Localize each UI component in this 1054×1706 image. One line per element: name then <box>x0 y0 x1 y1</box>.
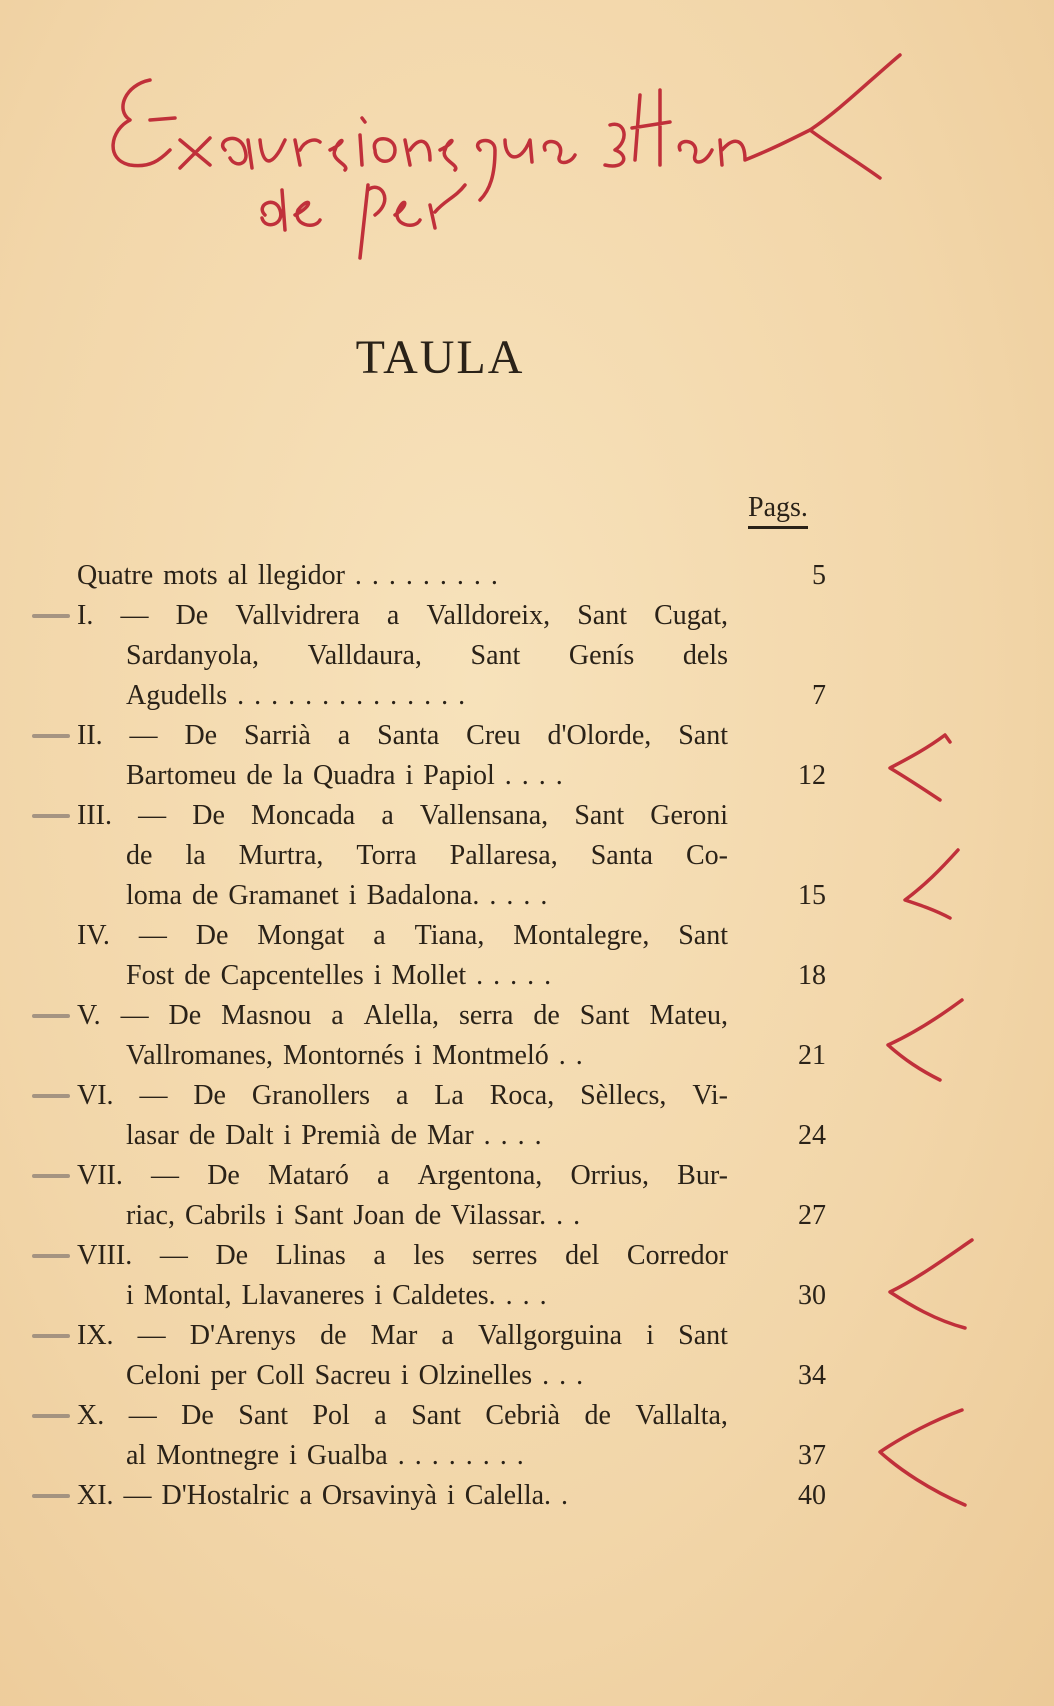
toc-entry <box>0 1396 1054 1476</box>
toc-entry-line <box>0 1076 1054 1116</box>
toc-entry-text-line <box>126 1196 728 1236</box>
toc-page-number: 18 <box>798 960 826 991</box>
toc-entry-text-line <box>126 1276 728 1316</box>
toc-entry-text-line: VII. — De Mataró a Argentona, Orrius, Bur- <box>77 1160 728 1191</box>
toc-entry-text-line <box>77 556 728 596</box>
toc-entry-line <box>0 916 1054 956</box>
toc-entry-line <box>0 1436 1054 1476</box>
toc-entry-text-line <box>126 956 728 996</box>
toc-entry-text-line <box>126 756 728 796</box>
toc-entry-text-line <box>77 1476 728 1516</box>
toc-entry-text-line <box>126 1356 728 1396</box>
toc-entry-line <box>0 1196 1054 1236</box>
toc-entry-text-line: VIII. — De Llinas a les serres del Corredor <box>77 1240 728 1271</box>
handwriting-long-stroke <box>810 55 900 178</box>
toc-entry-line <box>0 1236 1054 1276</box>
toc-entry-text-line <box>126 1036 728 1076</box>
toc-entry-text: Vallromanes, Montornés i Montmeló . . <box>126 1040 583 1071</box>
toc-entry-text-line: VI. — De Granollers a La Roca, Sèllecs, Vi- <box>77 1080 728 1111</box>
toc-entry-line <box>0 556 1054 596</box>
toc-page-number: 34 <box>798 1360 826 1391</box>
toc-entry-line <box>0 716 1054 756</box>
toc-entry <box>0 1236 1054 1316</box>
toc-entry <box>0 916 1054 996</box>
page-title: TAULA <box>355 331 525 384</box>
toc-entry <box>0 1076 1054 1156</box>
toc-entry-line <box>0 1396 1054 1436</box>
table-of-contents <box>0 556 1054 1516</box>
toc-entry-text: i Montal, Llavaneres i Caldetes. . . . <box>126 1280 547 1311</box>
handwriting-line-2 <box>262 185 465 258</box>
toc-entry <box>0 1476 1054 1516</box>
toc-entry-text: Quatre mots al llegidor . . . . . . . . . <box>77 560 498 591</box>
toc-entry-line <box>0 676 1054 716</box>
toc-entry-line <box>0 1356 1054 1396</box>
toc-page-number: 37 <box>798 1440 826 1471</box>
toc-entry-text-line <box>126 876 728 916</box>
toc-page-number: 15 <box>798 880 826 911</box>
toc-entry-text-line: IV. — De Mongat a Tiana, Montalegre, Sant <box>77 920 728 951</box>
toc-entry-text: Bartomeu de la Quadra i Papiol . . . . <box>126 760 563 791</box>
pages-column-header: Pags. <box>748 492 808 529</box>
toc-entry <box>0 596 1054 716</box>
toc-entry-text: Celoni per Coll Sacreu i Olzinelles . . . <box>126 1360 584 1391</box>
toc-entry-text-line: I. — De Vallvidrera a Valldoreix, Sant Cugat, <box>77 600 728 631</box>
toc-entry-text: Agudells . . . . . . . . . . . . . . <box>126 680 466 711</box>
toc-entry-text-line <box>126 1436 728 1476</box>
toc-entry-line <box>0 756 1054 796</box>
toc-page-number: 12 <box>798 760 826 791</box>
toc-entry-text-line: V. — De Masnou a Alella, serra de Sant Mateu, <box>77 1000 728 1031</box>
toc-entry-text-line: Sardanyola, Valldaura, Sant Genís dels <box>126 640 728 671</box>
toc-entry-line <box>0 836 1054 876</box>
toc-page-number: 40 <box>798 1480 826 1511</box>
toc-page-number: 21 <box>798 1040 826 1071</box>
toc-entry <box>0 996 1054 1076</box>
toc-page-number: 30 <box>798 1280 826 1311</box>
toc-entry-line <box>0 796 1054 836</box>
toc-entry-line <box>0 996 1054 1036</box>
toc-entry-text: lasar de Dalt i Premià de Mar . . . . <box>126 1120 542 1151</box>
toc-entry-text-line: de la Murtra, Torra Pallaresa, Santa Co- <box>126 840 728 871</box>
toc-entry <box>0 796 1054 916</box>
toc-entry-line <box>0 1316 1054 1356</box>
toc-entry-text: riac, Cabrils i Sant Joan de Vilassar. . . <box>126 1200 581 1231</box>
handwriting-line-1 <box>113 80 810 200</box>
toc-entry-line <box>0 1116 1054 1156</box>
toc-entry-line <box>0 1156 1054 1196</box>
toc-entry-line <box>0 1476 1054 1516</box>
toc-entry-text-line: III. — De Moncada a Vallensana, Sant Geroni <box>77 800 728 831</box>
toc-page-number: 5 <box>812 560 826 591</box>
toc-entry-line <box>0 876 1054 916</box>
toc-entry-text-line <box>126 1116 728 1156</box>
toc-entry-line <box>0 1276 1054 1316</box>
toc-entry-line <box>0 956 1054 996</box>
toc-entry-line <box>0 1036 1054 1076</box>
toc-entry-line <box>0 636 1054 676</box>
toc-entry <box>0 1316 1054 1396</box>
toc-entry-text-line: IX. — D'Arenys de Mar a Vallgorguina i Sant <box>77 1320 728 1351</box>
toc-entry-text: XI. — D'Hostalric a Orsavinyà i Calella. . <box>77 1480 569 1511</box>
toc-entry-text-line: X. — De Sant Pol a Sant Cebrià de Vallalta, <box>77 1400 728 1431</box>
toc-entry-text: loma de Gramanet i Badalona. . . . . <box>126 880 548 911</box>
toc-entry <box>0 716 1054 796</box>
toc-entry <box>0 556 1054 596</box>
toc-entry-text: al Montnegre i Gualba . . . . . . . . <box>126 1440 524 1471</box>
toc-entry-text-line: II. — De Sarrià a Santa Creu d'Olorde, Sant <box>77 720 728 751</box>
toc-entry-line <box>0 596 1054 636</box>
toc-page-number: 24 <box>798 1120 826 1151</box>
toc-entry <box>0 1156 1054 1236</box>
toc-entry-text-line <box>126 676 728 716</box>
toc-page-number: 7 <box>812 680 826 711</box>
toc-page-number: 27 <box>798 1200 826 1231</box>
toc-entry-text: Fost de Capcentelles i Mollet . . . . . <box>126 960 552 991</box>
